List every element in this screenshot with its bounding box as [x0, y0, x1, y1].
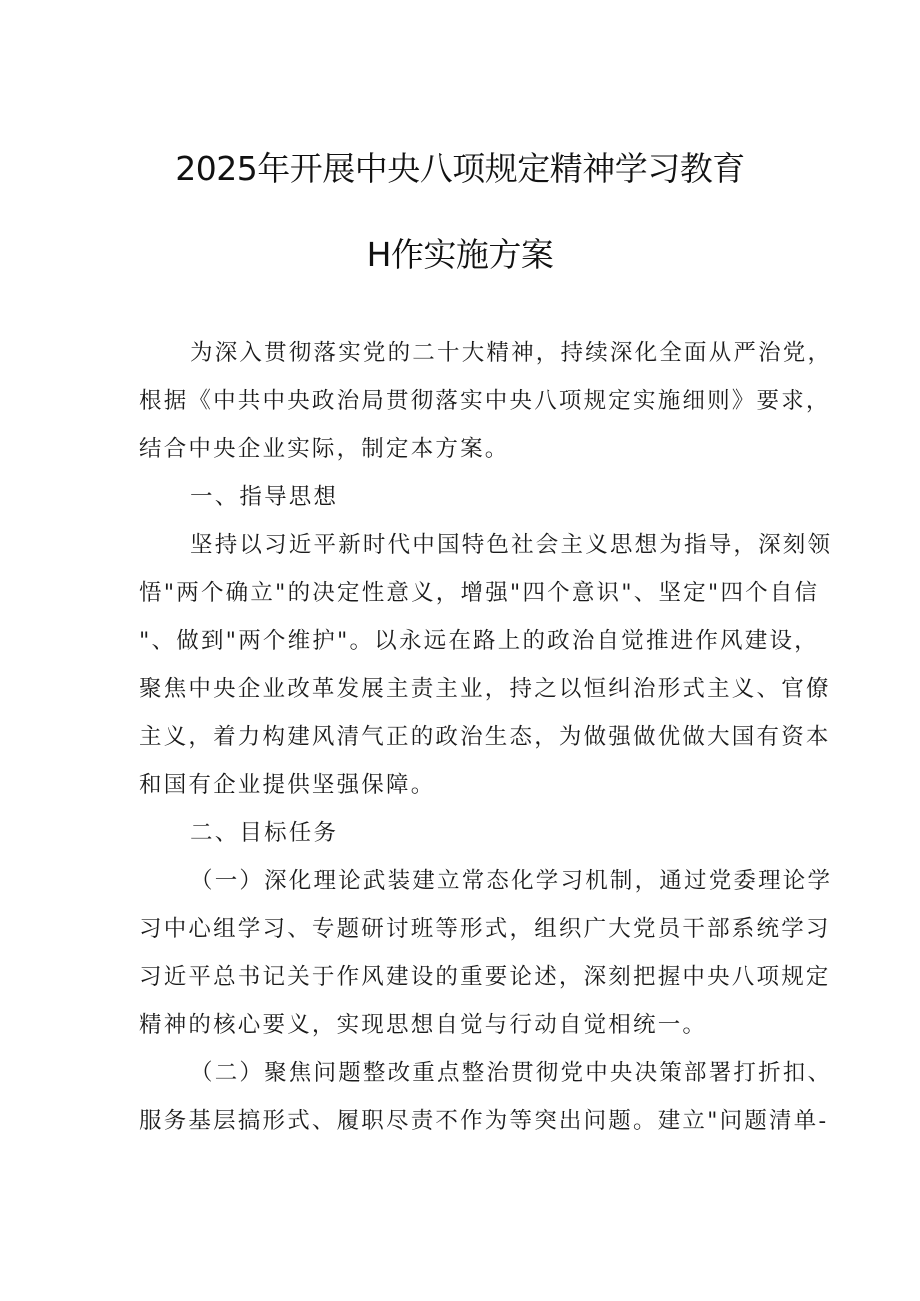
document-title-line-1: 2025年开展中央八项规定精神学习教育	[175, 149, 745, 188]
paragraph-line: 习中心组学习、专题研讨班等形式，组织广大党员干部系统学习	[139, 916, 831, 942]
paragraph-line: 结合中央企业实际，制定本方案。	[139, 436, 510, 462]
paragraph-line: （二）聚焦问题整改重点整治贯彻党中央决策部署打折扣、	[190, 1060, 833, 1086]
paragraph-line: 为深入贯彻落实党的二十大精神，持续深化全面从严治党，	[190, 340, 833, 366]
document-title-line-2: H作实施方案	[366, 235, 554, 274]
paragraph-line: 主义，着力构建风清气正的政治生态，为做强做优做大国有资本	[139, 724, 831, 750]
section-heading: 一、指导思想	[190, 484, 339, 510]
paragraph-line: 服务基层搞形式、履职尽责不作为等突出问题。建立"问题清单-	[139, 1108, 829, 1134]
paragraph-line: 根据《中共中央政治局贯彻落实中央八项规定实施细则》要求，	[139, 388, 831, 414]
paragraph-line: 悟"两个确立"的决定性意义，增强"四个意识"、坚定"四个自信	[139, 580, 820, 606]
paragraph-line: 和国有企业提供坚强保障。	[139, 772, 436, 798]
paragraph-line: （一）深化理论武装建立常态化学习机制，通过党委理论学	[190, 868, 833, 894]
section-heading: 二、目标任务	[190, 820, 339, 846]
paragraph-line: "、做到"两个维护"。以永远在路上的政治自觉推进作风建设，	[139, 628, 819, 654]
paragraph-line: 坚持以习近平新时代中国特色社会主义思想为指导，深刻领	[190, 532, 833, 558]
paragraph-line: 习近平总书记关于作风建设的重要论述，深刻把握中央八项规定	[139, 964, 831, 990]
paragraph-line: 聚焦中央企业改革发展主责主业，持之以恒纠治形式主义、官僚	[139, 676, 831, 702]
paragraph-line: 精神的核心要义，实现思想自觉与行动自觉相统一。	[139, 1012, 708, 1038]
